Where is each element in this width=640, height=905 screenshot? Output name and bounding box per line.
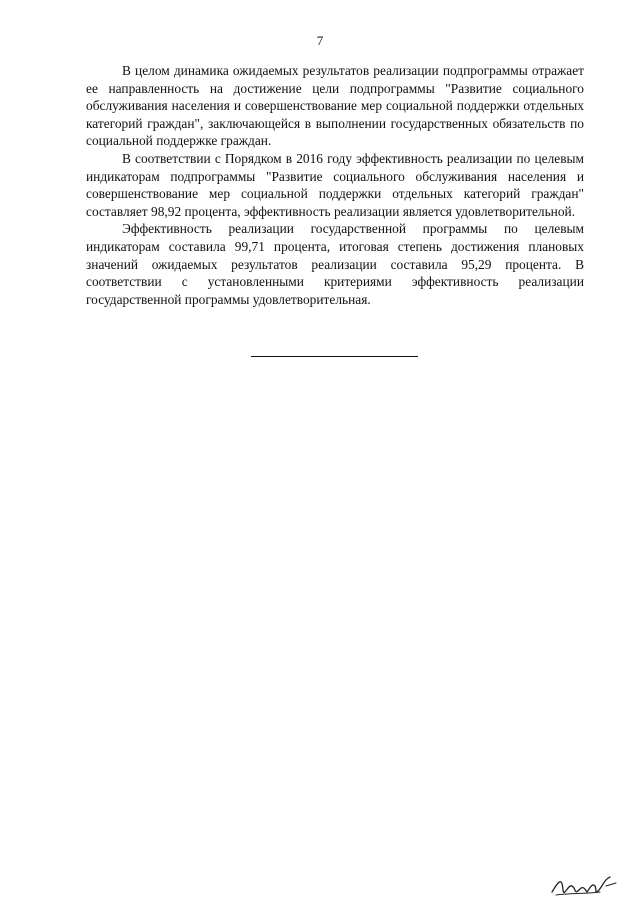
- body-text: [86, 62, 584, 308]
- end-of-text-rule: [251, 356, 418, 357]
- paragraph-dynamics: В целом динамика ожидаемых результатов реализации подпрограммы отражает ее направленность на достижение цели подпрограммы "Развитие социального обслуживания населения и совершенствование мер социальной поддержки отдельных категорий граждан", заключающейся в выполнении государственных обязательств по социальной поддержке граждан.: [86, 63, 584, 149]
- paragraph-program-efficiency: Эффективность реализации государственной программы по целевым индикаторам составила 99,71 процента, итоговая степень достижения плановых значений ожидаемых результатов реализации составила 95,29 процента. В соответствии с установленными критериями эффективность реализации государственной программы удовлетворительная.: [86, 221, 584, 307]
- paragraph-subprogram-efficiency: В соответствии с Порядком в 2016 году эффективность реализации по целевым индикаторам подпрограммы "Развитие социального обслуживания населения и совершенствование мер социальной поддержки отдельных категорий граждан" составляет 98,92 процента, эффективность реализации является удовлетворительной.: [86, 150, 584, 219]
- handwritten-signature: [548, 868, 618, 902]
- page-number: 7: [316, 33, 324, 48]
